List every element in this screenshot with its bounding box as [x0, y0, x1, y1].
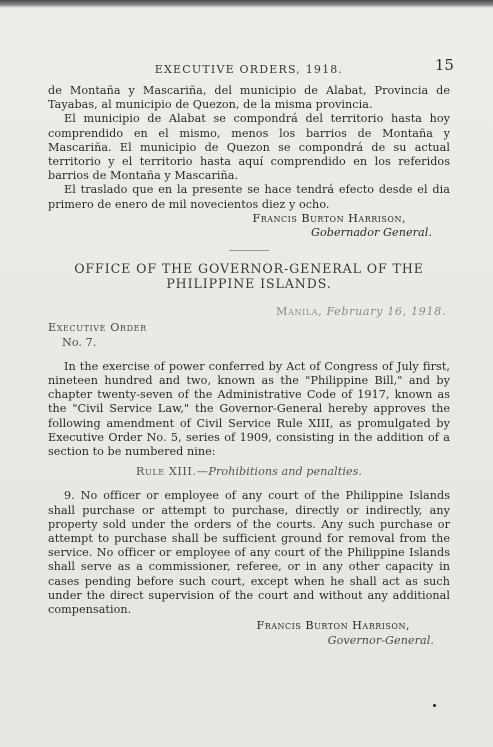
rule-heading	[48, 465, 450, 479]
section-divider	[229, 250, 269, 251]
rule-section-nine: 9. No officer or employee of any court of the Philippine Islands shall purchase or attempt to purchase, directly or indirectly, any property sold under the orders of the courts. Any such purchase or attempt to purchase shall be sufficient ground for removal from the service. No officer or employee of any court of the Philippine Islands shall serve as a commissioner, referee, or in any other capacity in cases pending before such court, except when he shall act as such under the direct supervision of the court and without any additional compensation.	[48, 489, 450, 617]
page-number: 15	[434, 56, 454, 74]
order-signature-title: Governor-General.	[327, 633, 434, 647]
ink-speck	[433, 704, 436, 707]
executive-order-number: No. 7.	[62, 335, 97, 349]
continuation-paragraph-2: El municipio de Alabat se compondrá del territorio hasta hoy comprendido en el mismo, menos los barrios de Montaña y Mascariña. El municipio de Quezon se compondrá de su actual territorio y el territorio hasta aquí comprendido en los referidos barrios de Montaña y Mascariña.	[48, 112, 450, 183]
dateline	[48, 305, 450, 319]
dateline-place: Manila,	[276, 305, 323, 319]
office-heading-line-2: PHILIPPINE ISLANDS.	[166, 276, 332, 292]
rule-heading-prefix: Rule XIII.—	[135, 465, 209, 479]
continuation-paragraph-3: El traslado que en la presente se hace tendrá efecto desde el dia primero de enero de mil novecientos diez y ocho.	[48, 183, 450, 211]
dateline-date: February 16, 1918.	[326, 305, 446, 319]
continuation-paragraph-1: de Montaña y Mascariña, del municipio de Alabat, Provincia de Tayabas, al municipio de Quezon, de la misma provincia.	[48, 84, 450, 112]
document-page	[48, 56, 454, 648]
running-header-title: EXECUTIVE ORDERS, 1918.	[154, 63, 344, 76]
executive-order-label: Executive Order	[48, 321, 147, 335]
signature-title: Gobernador General.	[311, 226, 432, 240]
scan-top-edge	[0, 0, 493, 8]
running-header	[48, 56, 454, 78]
executive-order-body: In the exercise of power conferred by Act of Congress of July first, nineteen hundred and two, known as the "Philippine Bill," and by chapter twenty-seven of the Administrative Code of 1917, known as the "Civil Service Law," the Governor-General hereby approves the following amendment of Civil Service Rule XIII, as promulgated by Executive Order No. 5, series of 1909, consisting in the addition of a section to be numbered nine:	[48, 359, 450, 459]
signature-name: Francis Burton Harrison,	[252, 211, 406, 225]
office-heading-line-1: OFFICE OF THE GOVERNOR-GENERAL OF THE	[74, 261, 424, 277]
office-heading	[48, 261, 450, 291]
rule-heading-title: Prohibitions and penalties.	[208, 465, 363, 479]
order-signature-name: Francis Burton Harrison,	[256, 619, 410, 633]
